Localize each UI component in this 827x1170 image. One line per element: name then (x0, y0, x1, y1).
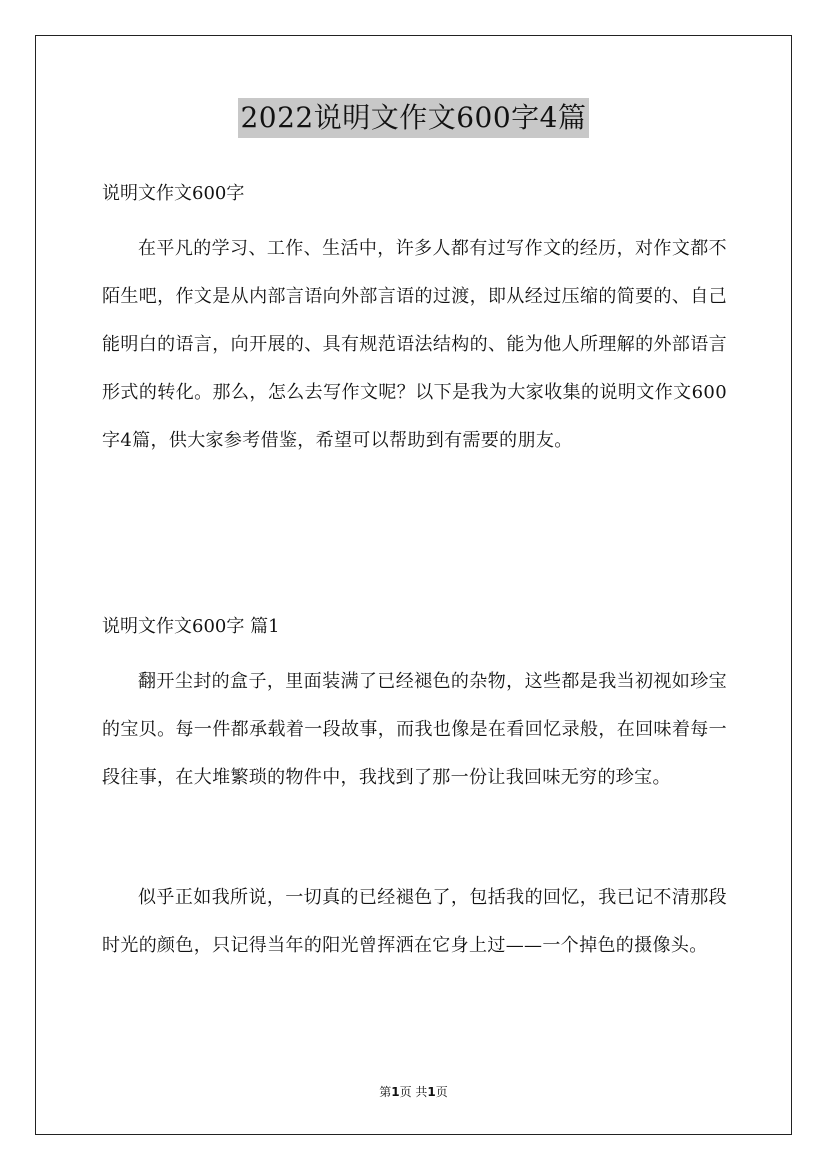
footer-page-current: 1 (391, 1085, 400, 1099)
title-container (0, 98, 827, 138)
footer-suffix: 页 (435, 1085, 448, 1099)
intro-heading: 说明文作文600字 (102, 183, 245, 204)
footer-page-total: 1 (427, 1085, 436, 1099)
footer-prefix: 第 (379, 1085, 392, 1099)
section1-paragraph-2: 似乎正如我所说，一切真的已经褪色了，包括我的回忆，我已记不清那段时光的颜色，只记得当年的阳光曾挥洒在它身上过——一个掉色的摄像头。 (102, 887, 727, 956)
section1-heading: 说明文作文600字 篇1 (102, 616, 280, 637)
footer-mid: 页 共 (399, 1085, 428, 1099)
page-footer (0, 1084, 827, 1100)
section1-paragraph-1: 翻开尘封的盒子，里面装满了已经褪色的杂物，这些都是我当初视如珍宝的宝贝。每一件都承载着一段故事，而我也像是在看回忆录般，在回味着每一段往事，在大堆繁琐的物件中，我找到了那一份让我回味无穷的珍宝。 (102, 671, 727, 788)
intro-paragraph: 在平凡的学习、工作、生活中，许多人都有过写作文的经历，对作文都不陌生吧，作文是从内部言语向外部言语的过渡，即从经过压缩的简要的、自己能明白的语言，向开展的、具有规范语法结构的、能为他人所理解的外部语言形式的转化。那么，怎么去写作文呢？以下是我为大家收集的说明文作文600字4篇，供大家参考借鉴，希望可以帮助到有需要的朋友。 (102, 238, 727, 451)
document-title: 2022说明文作文600字4篇 (238, 98, 588, 138)
